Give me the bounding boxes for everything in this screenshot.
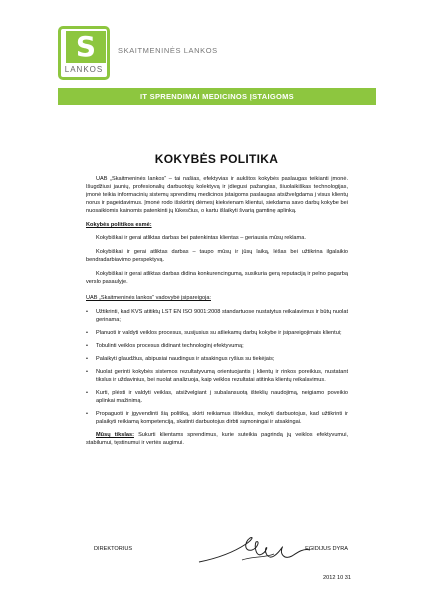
goal-paragraph	[86, 431, 348, 447]
company-logo	[58, 26, 110, 80]
logo-letter: S	[66, 31, 106, 63]
commitment-item: • Propaguoti ir įgyvendinti šią politiką, skirti reikiamus išteklius, mokyti darbuotojus, kad užtikrinti ir palaikyti reikiamą kompetenciją, skatinti darbuotojus dirbti sąmoningai ir atsakingai.	[86, 410, 348, 426]
commitment-item: • Užtikrinti, kad KVS atitiktų LST EN ISO 9001:2008 standartuose nustatytus reikalavimus ir būtų nuolat gerinama;	[86, 308, 348, 324]
director-name: EGIDIJUS DYRA	[305, 546, 348, 552]
page-title: KOKYBĖS POLITIKA	[154, 152, 279, 166]
commitments-heading: UAB „Skaitmeninės lankos“ vadovybė įsipareigoja:	[86, 295, 211, 301]
handwritten-signature	[194, 530, 314, 570]
company-name-header: SKAITMENINĖS LANKOS	[118, 46, 218, 55]
essence-paragraph: Kokybiškai ir gerai atliktas darbas didina konkurencingumą, susikuria gerą reputaciją ir pelno pagarbą verslo pasaulyje.	[86, 271, 348, 285]
commitment-item: • Nuolat gerinti kokybės sistemos rezultatyvumą orientuojantis į klientų ir rinkos poreikius, nustatant tikslus ir uždavinius, bei nuolat analizuoja, kaip veiklos rezultatai atitinka klientų reikalavimus.	[86, 368, 348, 384]
director-title: DIREKTORIUS	[94, 546, 133, 552]
goal-text: Sukurti klientams sprendimus, kurie suteikia pagrindą jų veiklos efektyvumui, stabilumui, tęstinumui ir vertės augimui.	[86, 432, 348, 446]
essence-heading: Kokybės politikos esmė:	[86, 222, 152, 228]
signature-row	[86, 538, 348, 578]
logo-subtitle: LANKOS	[64, 65, 104, 74]
tagline-band: IT SPRENDIMAI MEDICINOS ĮSTAIGOMS	[58, 88, 376, 105]
document-date: 2012 10 31	[323, 575, 351, 581]
intro-paragraph: UAB „Skaitmeninės lankos“ – tai našias, efektyvias ir aukštos kokybės paslaugas teikianti įmonė. Išugdžiusi jaunių, profesionalių darbuotojų kolektyvą ir įdiegusi pažangias, šiuolaikiškas technologijas, įmonė teikia informacinių sistemų sprendimų medicinos įstaigoms paslaugas atsižvelgdama į visus klientų norus ir pageidavimus. Įmonė rodo išskirtinį dėmesį kiekvienam klientui, siekdama savo darbų kokybe bei nuosaikiomis kainomis patenkinti jų lūkesčius, o kartu išlaikyti švarią gamtinę aplinką.	[86, 176, 348, 214]
essence-paragraph: Kokybiškai ir gerai atliktas darbas bei patenkintas klientas – geriausia mūsų reklama.	[96, 235, 306, 241]
document-body	[86, 175, 348, 453]
essence-paragraph: Kokybiškai ir gerai atliktas darbas – taupo mūsų ir jūsų laiką, lėšas bei užtikrina ilgalaikio bendradarbiavimo perspektyvą.	[86, 249, 348, 263]
commitment-item: • Kurti, plėsti ir valdyti veiklas, atsižvelgiant į subalansuotą išteklių naudojimą, neigiamo poveikio aplinkai mažinimą.	[86, 389, 348, 405]
commitment-item: • Palaikyti glaudžius, abipusiai naudingus ir atsakingus ryšius su tiekėjais;	[86, 355, 348, 363]
goal-label: Mūsų tikslas:	[96, 432, 134, 438]
commitment-item: • Planuoti ir valdyti veiklos procesus, susijusius su atliekamų darbų kokybe ir įsipareigojimais klientui;	[86, 329, 348, 337]
commitment-item: • Tobulinti veiklos procesus didinant technologinį efektyvumą;	[86, 342, 348, 350]
